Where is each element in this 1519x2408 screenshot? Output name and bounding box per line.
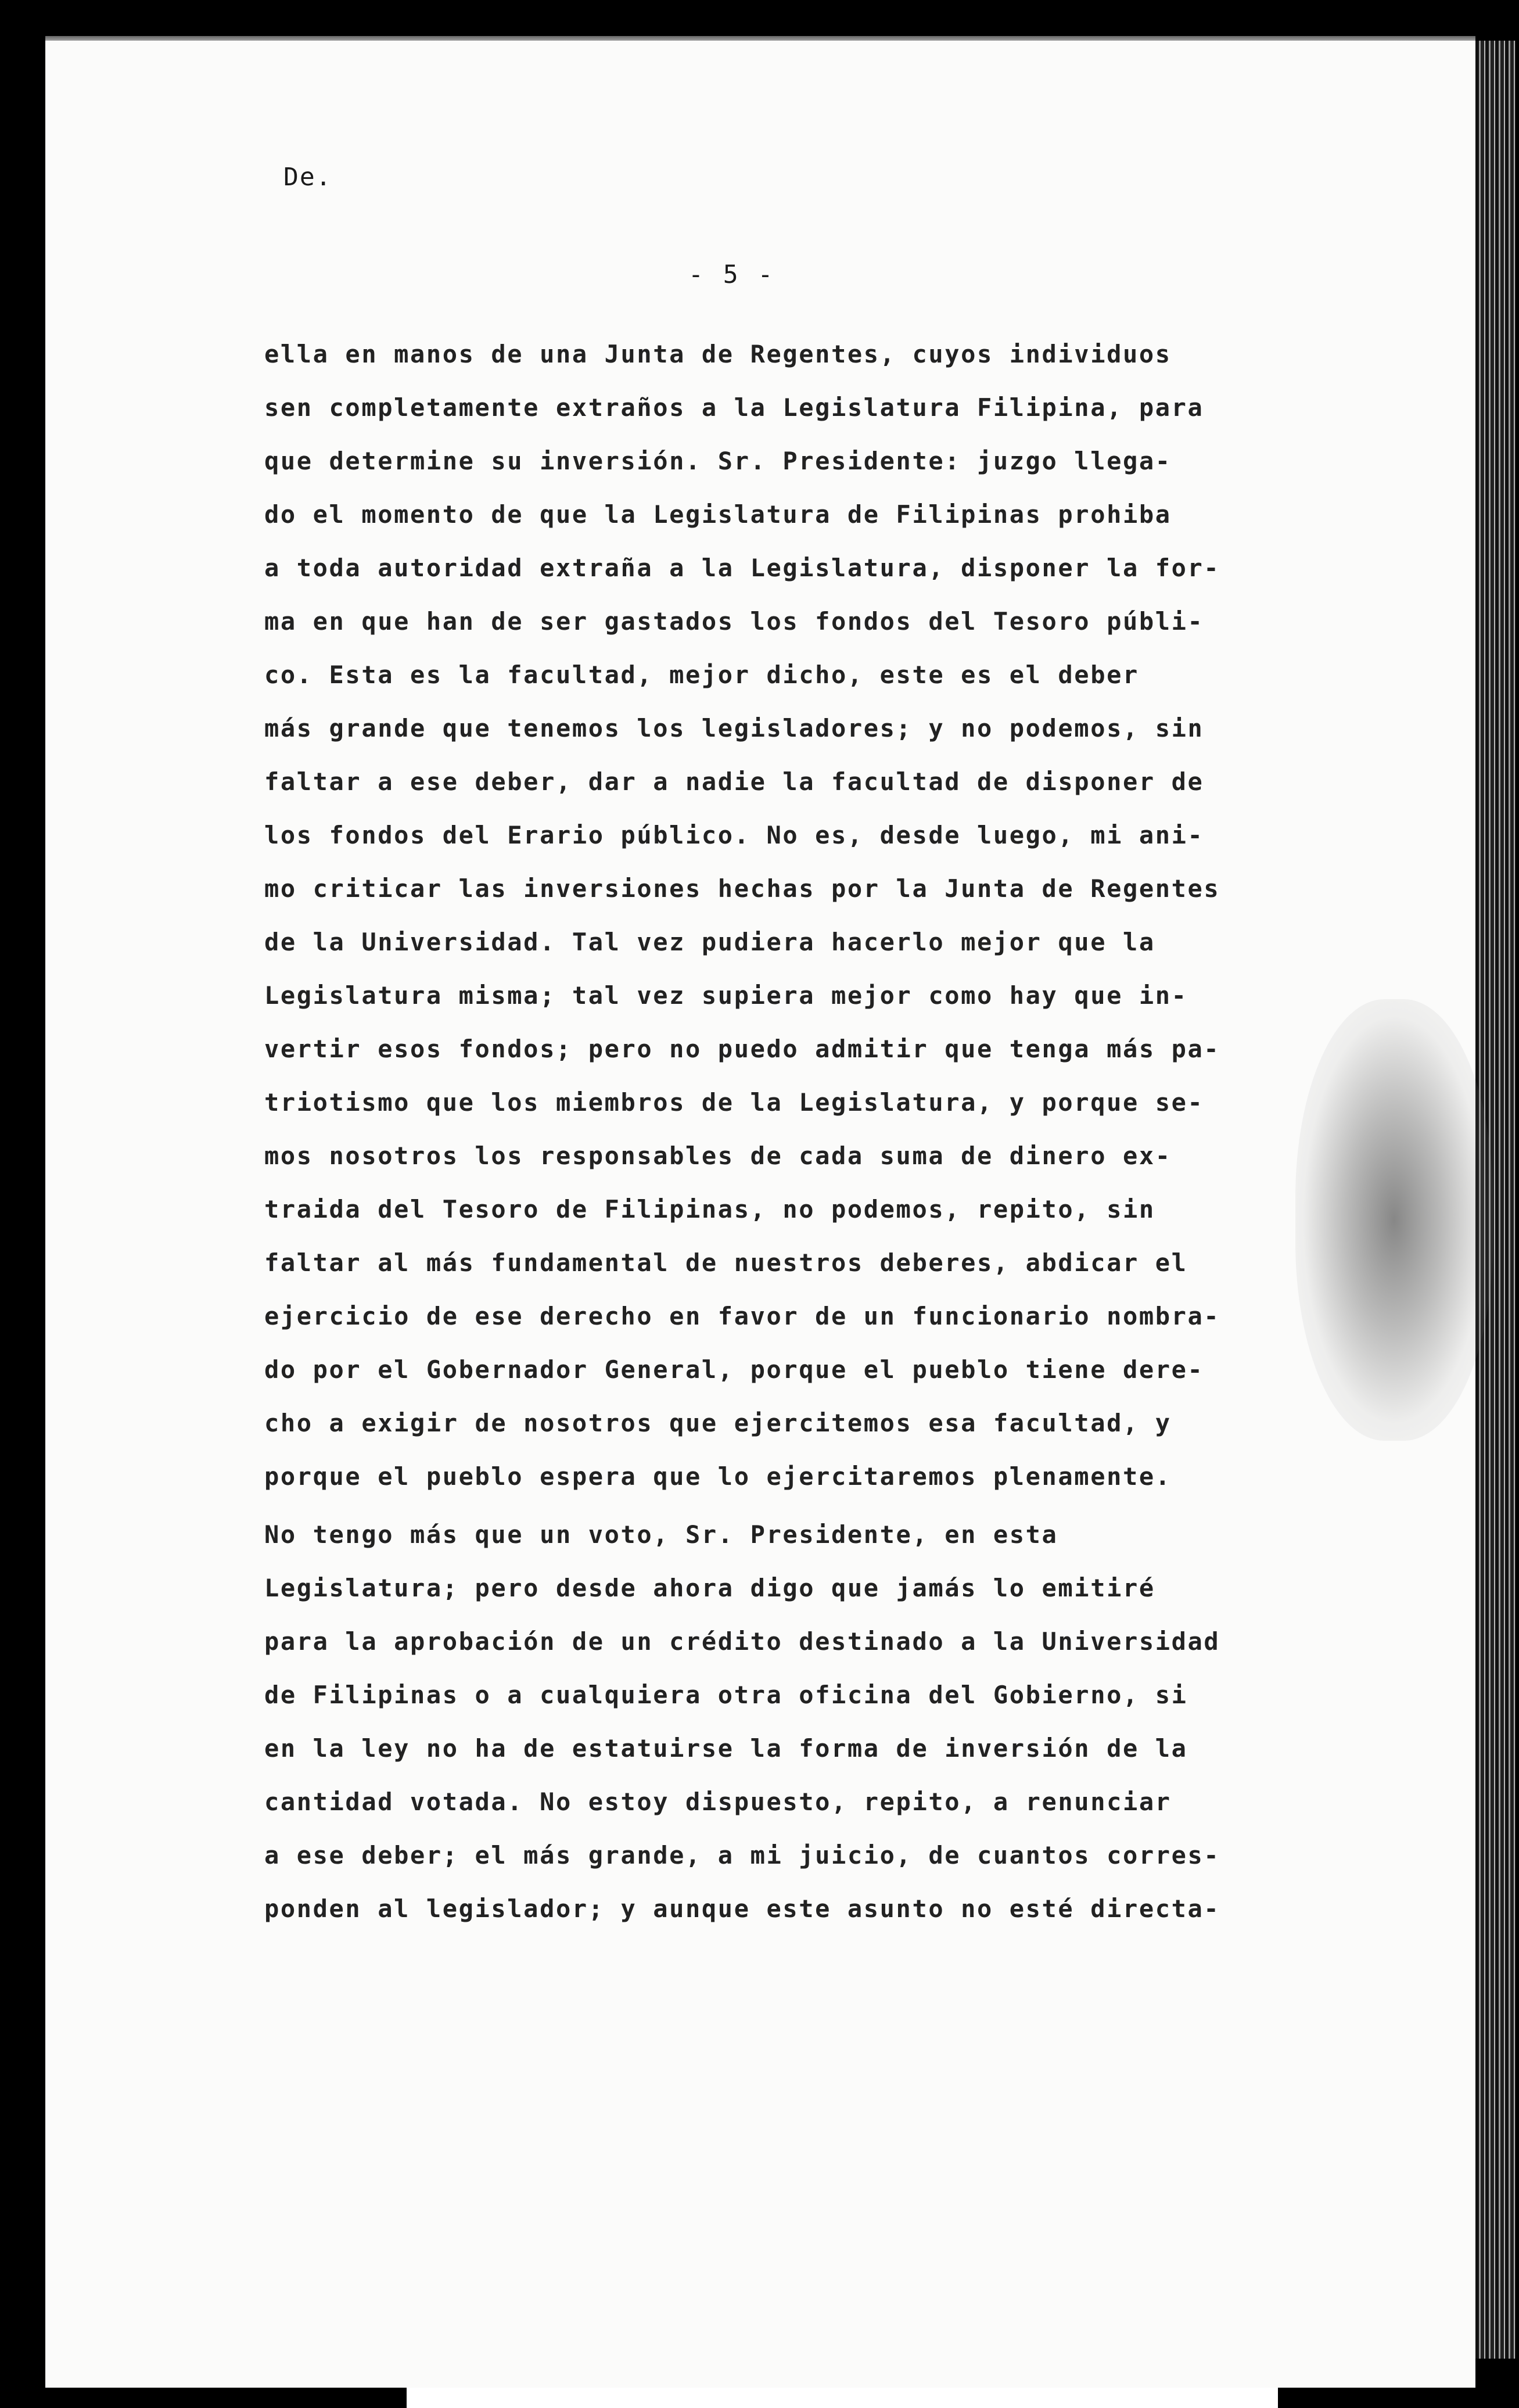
text-line: vertir esos fondos; pero no puedo admitir que tenga más pa- xyxy=(264,1035,1220,1063)
text-line: Legislatura; pero desde ahora digo que jamás lo emitiré xyxy=(264,1574,1155,1602)
text-line: ella en manos de una Junta de Regentes, cuyos individuos xyxy=(264,340,1172,368)
text-line: porque el pueblo espera que lo ejercitaremos plenamente. xyxy=(264,1462,1172,1491)
text-line: cho a exigir de nosotros que ejercitemos esa facultad, y xyxy=(264,1409,1172,1437)
text-line: de Filipinas o a cualquiera otra oficina del Gobierno, si xyxy=(264,1681,1188,1709)
text-line: de la Universidad. Tal vez pudiera hacerlo mejor que la xyxy=(264,928,1155,956)
text-line: traida del Tesoro de Filipinas, no podemos, repito, sin xyxy=(264,1195,1155,1223)
text-line: ejercicio de ese derecho en favor de un funcionario nombra- xyxy=(264,1302,1220,1330)
text-line: triotismo que los miembros de la Legislatura, y porque se- xyxy=(264,1088,1204,1117)
text-line: co. Esta es la facultad, mejor dicho, este es el deber xyxy=(264,661,1139,689)
text-line: ma en que han de ser gastados los fondos del Tesoro públi- xyxy=(264,607,1204,636)
text-line: No tengo más que un voto, Sr. Presidente, en esta xyxy=(264,1520,1058,1549)
text-line: más grande que tenemos los legisladores; y no podemos, sin xyxy=(264,714,1204,742)
text-line: do el momento de que la Legislatura de Filipinas prohiba xyxy=(264,500,1172,529)
header-note: De. xyxy=(283,163,332,192)
text-line: en la ley no ha de estatuirse la forma de inversión de la xyxy=(264,1734,1188,1763)
text-line: ponden al legislador; y aunque este asunto no esté directa- xyxy=(264,1894,1220,1923)
text-line: sen completamente extraños a la Legislatura Filipina, para xyxy=(264,393,1204,422)
text-line: faltar al más fundamental de nuestros deberes, abdicar el xyxy=(264,1248,1188,1277)
paper-bottom-edge xyxy=(407,2388,1278,2408)
text-line: mos nosotros los responsables de cada suma de dinero ex- xyxy=(264,1142,1172,1170)
text-line: faltar a ese deber, dar a nadie la facultad de disponer de xyxy=(264,767,1204,796)
text-line: Legislatura misma; tal vez supiera mejor como hay que in- xyxy=(264,981,1188,1010)
text-line: do por el Gobernador General, porque el pueblo tiene dere- xyxy=(264,1355,1204,1384)
paper-stack-edge xyxy=(1475,41,1516,2359)
text-line: los fondos del Erario público. No es, desde luego, mi ani- xyxy=(264,821,1204,849)
page-number: - 5 - xyxy=(688,260,775,289)
text-line: a ese deber; el más grande, a mi juicio, de cuantos corres- xyxy=(264,1841,1220,1869)
text-line: a toda autoridad extraña a la Legislatura, disponer la for- xyxy=(264,554,1220,582)
text-line: mo criticar las inversiones hechas por la Junta de Regentes xyxy=(264,874,1220,903)
text-line: para la aprobación de un crédito destinado a la Universidad xyxy=(264,1627,1220,1656)
text-line: que determine su inversión. Sr. Presidente: juzgo llega- xyxy=(264,447,1172,475)
text-line: cantidad votada. No estoy dispuesto, repito, a renunciar xyxy=(264,1788,1172,1816)
